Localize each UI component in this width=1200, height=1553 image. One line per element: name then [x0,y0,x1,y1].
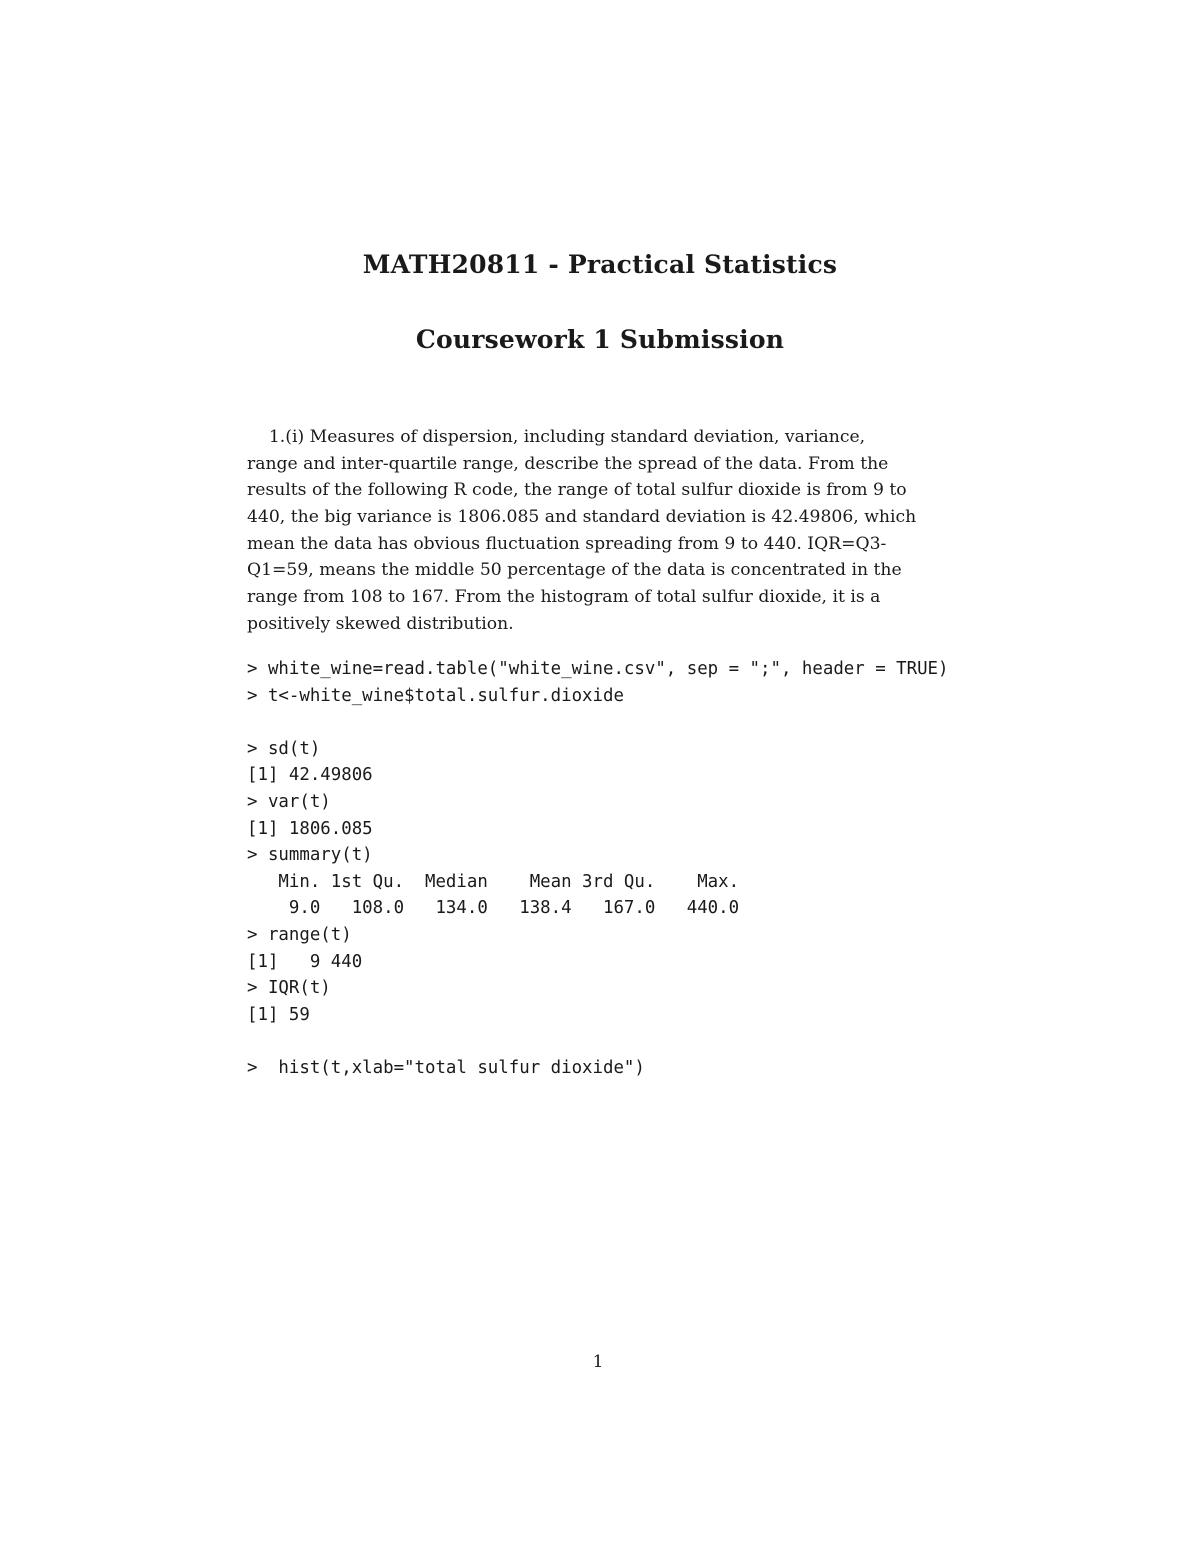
code-line [247,709,949,736]
paragraph-line: positively skewed distribution. [247,613,514,634]
summary-values-line: 9.0 108.0 134.0 138.4 167.0 440.0 [247,898,740,919]
code-line: > white_wine=read.table("white_wine.csv", sep = ";", header = TRUE) [247,659,949,679]
code-line: > hist(t,xlab="total sulfur dioxide") [247,1057,645,1078]
page-number: 1 [592,1352,604,1372]
code-line: > range(t) [247,924,352,945]
code-line: [1] 1806.085 [247,818,373,839]
code-line: > summary(t) [247,845,373,866]
code-line: > IQR(t) [247,978,331,999]
code-line: > var(t) [247,791,331,812]
paragraph-line: results of the following R code, the range of total sulfur dioxide is from 9 to [247,480,907,501]
code-line [247,1028,949,1055]
code-line: [1] 9 440 [247,951,363,972]
paragraph-line: 1.(i) Measures of dispersion, including standard deviation, variance, [247,427,866,447]
explanation-paragraph [247,424,951,638]
code-line: [1] 42.49806 [247,765,373,786]
document-subtitle: Coursework 1 Submission [415,325,785,354]
paragraph-line: Q1=59, means the middle 50 percentage of the data is concentrated in the [247,560,902,581]
paragraph-line: 440, the big variance is 1806.085 and standard deviation is 42.49806, which [247,507,917,528]
summary-header-line: Min. 1st Qu. Median Mean 3rd Qu. Max. [247,871,740,892]
r-code-block [247,656,949,1082]
paragraph-line: mean the data has obvious fluctuation spreading from 9 to 440. IQR=Q3- [247,533,887,554]
paragraph-line: range and inter-quartile range, describe the spread of the data. From the [247,453,889,474]
code-line: > t<-white_wine$total.sulfur.dioxide [247,685,624,706]
code-line: > sd(t) [247,738,321,759]
document-title: MATH20811 - Practical Statistics [362,250,838,279]
paragraph-line: range from 108 to 167. From the histogram of total sulfur dioxide, it is a [247,587,881,608]
code-line: [1] 59 [247,1004,310,1025]
